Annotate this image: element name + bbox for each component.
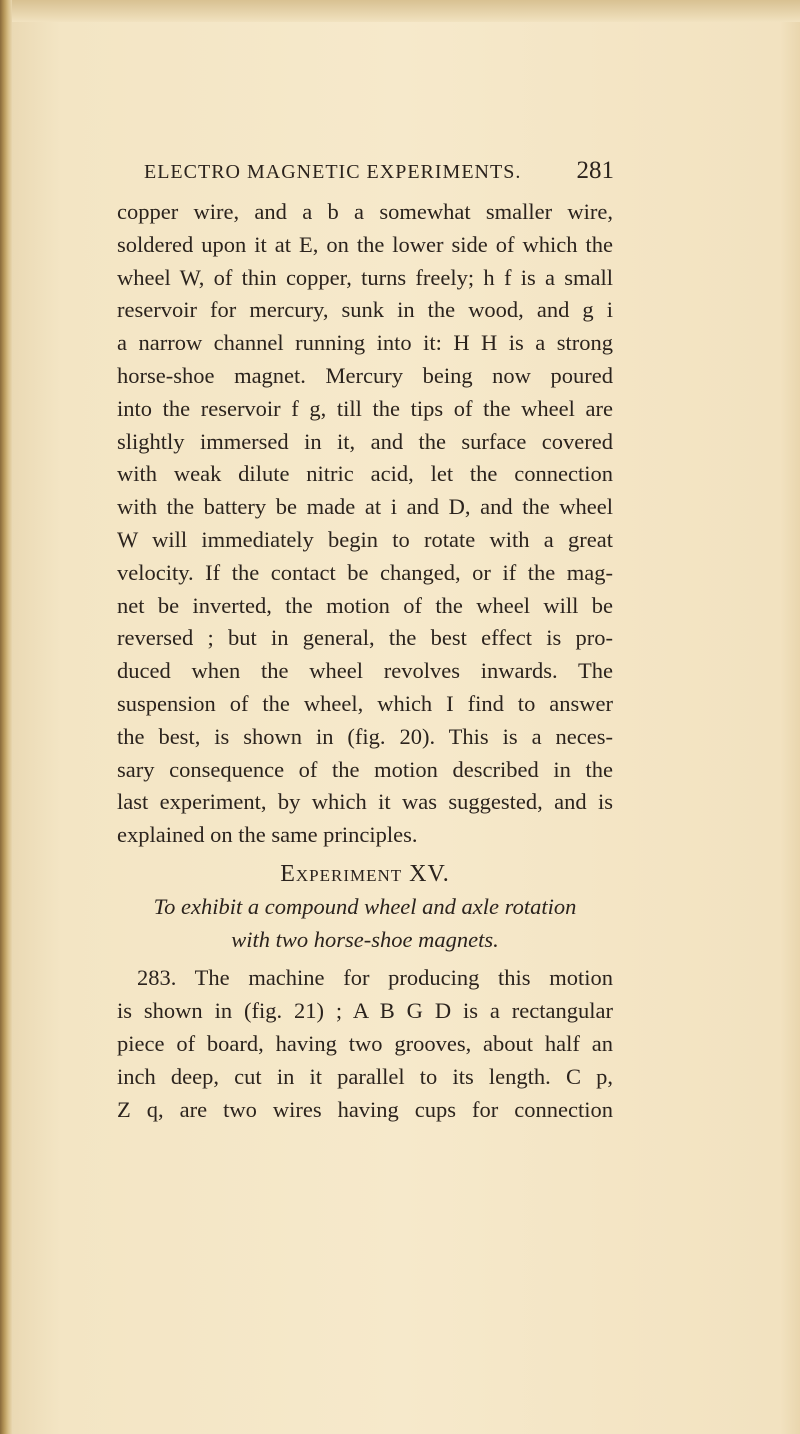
- text-line: sary consequence of the motion described in the: [117, 756, 613, 782]
- page-top-shadow: [0, 0, 800, 22]
- text-line: last experiment, by which it was suggested, and is: [117, 789, 613, 815]
- paragraph-line: 283. The machine for producing this motion: [137, 965, 613, 991]
- page-text: [117, 196, 613, 1126]
- text-line: a narrow channel running into it: H H is a strong: [117, 330, 613, 356]
- paragraph-line: piece of board, having two grooves, about half an: [117, 1030, 613, 1056]
- text-line: velocity. If the contact be changed, or if the mag-: [117, 559, 613, 585]
- text-line: copper wire, and a b a somewhat smaller wire,: [117, 199, 613, 224]
- experiment-subtitle: To exhibit a compound wheel and axle rotation: [153, 893, 577, 919]
- text-line: wheel W, of thin copper, turns freely; h f is a small: [117, 264, 613, 290]
- text-line: duced when the wheel revolves inwards. The: [117, 658, 613, 684]
- paragraph-line: Z q, are two wires having cups for connection: [117, 1096, 613, 1122]
- paragraph-line: inch deep, cut in it parallel to its length. C p,: [117, 1063, 613, 1089]
- text-line: into the reservoir f g, till the tips of the wheel are: [117, 395, 613, 421]
- running-title: ELECTRO MAGNETIC EXPERIMENTS.: [144, 161, 522, 183]
- text-line: W will immediately begin to rotate with a great: [117, 526, 613, 552]
- text-line: the best, is shown in (fig. 20). This is a neces-: [117, 723, 613, 749]
- text-line: soldered upon it at E, on the lower side of which the: [117, 231, 613, 257]
- text-line: with the battery be made at i and D, and the wheel: [117, 494, 613, 520]
- experiment-subtitle: with two horse-shoe magnets.: [231, 926, 499, 952]
- page-number: 281: [576, 157, 614, 184]
- text-line: suspension of the wheel, which I find to answer: [117, 690, 613, 716]
- experiment-heading: Experiment XV.: [280, 860, 450, 887]
- text-line: horse-shoe magnet. Mercury being now poured: [117, 362, 613, 388]
- text-line: slightly immersed in it, and the surface covered: [117, 428, 613, 454]
- text-line: net be inverted, the motion of the wheel will be: [117, 592, 613, 618]
- text-line: reversed ; but in general, the best effect is pro-: [117, 625, 613, 651]
- text-line: reservoir for mercury, sunk in the wood, and g i: [117, 297, 613, 323]
- running-head: [144, 157, 614, 185]
- text-line: explained on the same principles.: [117, 822, 418, 848]
- text-line: with weak dilute nitric acid, let the connection: [117, 461, 613, 487]
- book-spine-edge: [0, 0, 12, 1434]
- paragraph-line: is shown in (fig. 21) ; A B G D is a rectangular: [117, 998, 613, 1024]
